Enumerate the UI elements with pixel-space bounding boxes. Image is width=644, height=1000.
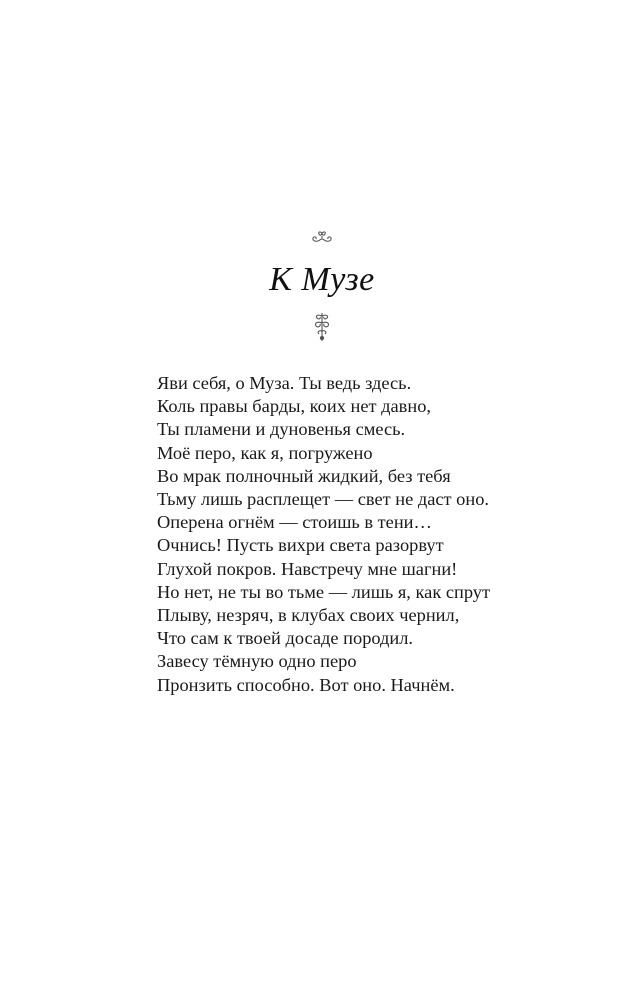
poem-line: Коль правы барды, коих нет давно, xyxy=(157,396,431,417)
vine-ornament-icon xyxy=(0,312,644,344)
vine-ornament-svg xyxy=(311,312,333,342)
poem-line: Во мрак полночный жидкий, без тебя xyxy=(157,465,451,486)
poem-line: Глухой покров. Навстречу мне шагни! xyxy=(157,558,458,579)
poem-line: Но нет, не ты во тьме — лишь я, как спрут xyxy=(157,581,491,602)
poem-line: Яви себя, о Муза. Ты ведь здесь. xyxy=(157,373,412,393)
poem-title: К Музе xyxy=(269,261,375,298)
poem-line: Что сам к твоей досаде породил. xyxy=(157,628,414,649)
poem-line: Оперена огнём — стоишь в тени… xyxy=(157,512,432,533)
poem-line: Пронзить способно. Вот оно. Начнём. xyxy=(157,674,455,695)
poem-line: Моё перо, как я, погружено xyxy=(157,442,373,463)
poem-line: Завесу тёмную одно перо xyxy=(157,651,357,672)
poem-line: Тьму лишь расплещет — свет не даст оно. xyxy=(157,489,489,510)
poem-line: Ты пламени и дуновенья смесь. xyxy=(157,419,406,440)
flourish-ornament-icon xyxy=(0,230,644,250)
poem-line: Плыву, незряч, в клубах своих чернил, xyxy=(157,605,460,626)
flourish-ornament-svg xyxy=(310,230,334,244)
poem-line: Очнись! Пусть вихри света разорвут xyxy=(157,535,444,556)
poem-body xyxy=(157,372,617,697)
